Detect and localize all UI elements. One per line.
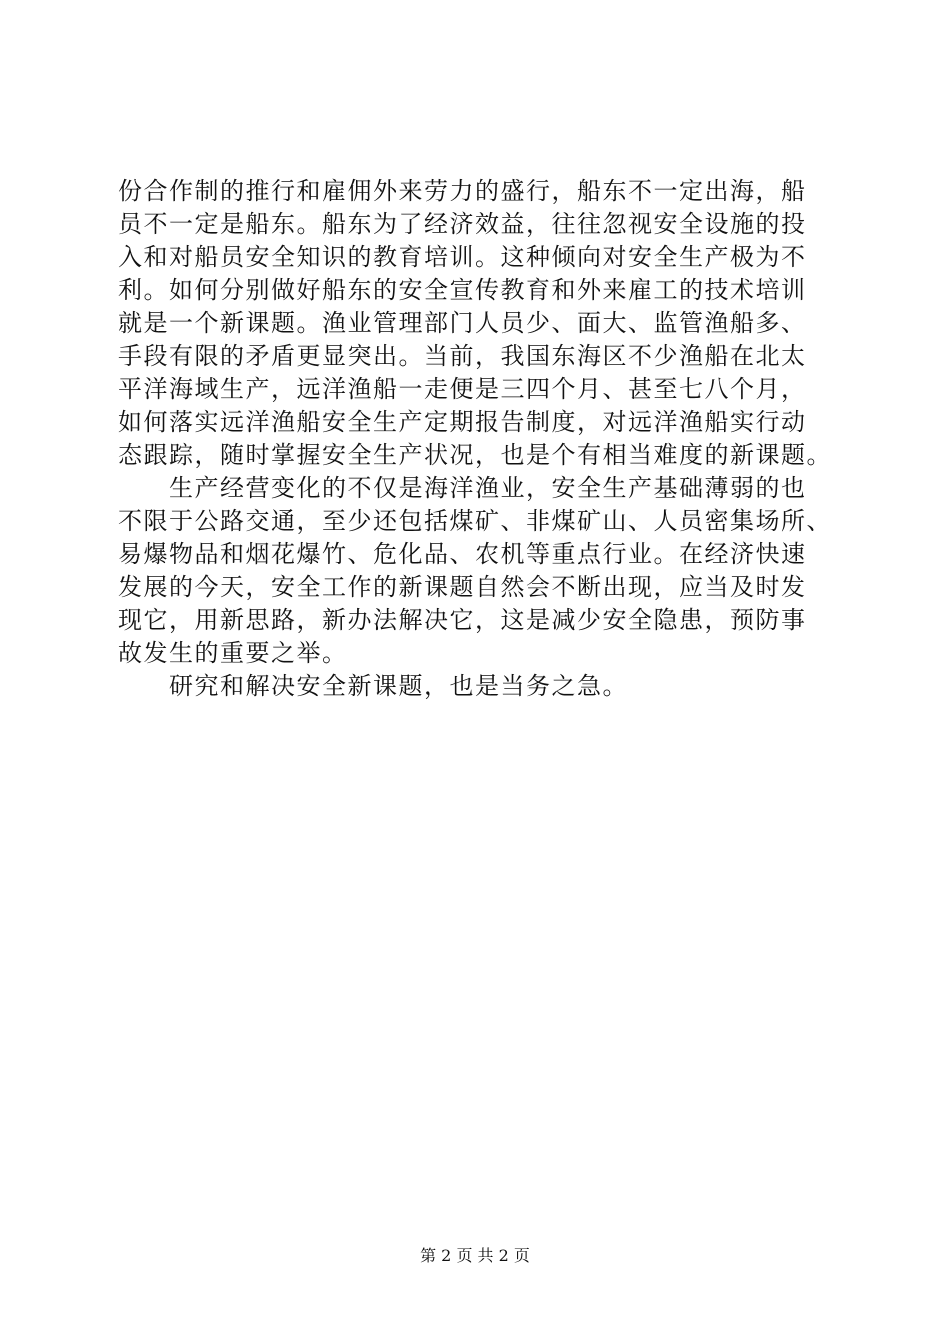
text-line: 生产经营变化的不仅是海洋渔业，安全生产基础薄弱的也	[118, 474, 807, 502]
text-line: 发展的今天，安全工作的新课题自然会不断出现，应当及时发	[118, 573, 807, 601]
page-footer	[0, 1246, 950, 1266]
text-line: 如何落实远洋渔船安全生产定期报告制度，对远洋渔船实行动	[118, 408, 807, 436]
text-line: 态跟踪，随时掌握安全生产状况，也是个有相当难度的新课题。	[118, 441, 832, 469]
body-text	[118, 175, 838, 703]
text-line: 平洋海域生产，远洋渔船一走便是三四个月、甚至七八个月，	[118, 375, 807, 403]
text-line: 故发生的重要之举。	[118, 639, 348, 667]
text-line: 现它，用新思路，新办法解决它，这是减少安全隐患，预防事	[118, 606, 807, 634]
text-line: 就是一个新课题。渔业管理部门人员少、面大、监管渔船多、	[118, 309, 807, 337]
text-line: 份合作制的推行和雇佣外来劳力的盛行，船东不一定出海，船	[118, 177, 807, 205]
text-line: 员不一定是船东。船东为了经济效益，往往忽视安全设施的投	[118, 210, 807, 238]
text-line: 手段有限的矛盾更显突出。当前，我国东海区不少渔船在北太	[118, 342, 807, 370]
text-line: 利。如何分别做好船东的安全宣传教育和外来雇工的技术培训	[118, 276, 807, 304]
text-line: 不限于公路交通，至少还包括煤矿、非煤矿山、人员密集场所、	[118, 507, 832, 535]
page-number-label: 第 2 页 共 2 页	[420, 1246, 530, 1265]
text-line: 研究和解决安全新课题，也是当务之急。	[118, 672, 628, 700]
text-line: 入和对船员安全知识的教育培训。这种倾向对安全生产极为不	[118, 243, 807, 271]
text-line: 易爆物品和烟花爆竹、危化品、农机等重点行业。在经济快速	[118, 540, 807, 568]
